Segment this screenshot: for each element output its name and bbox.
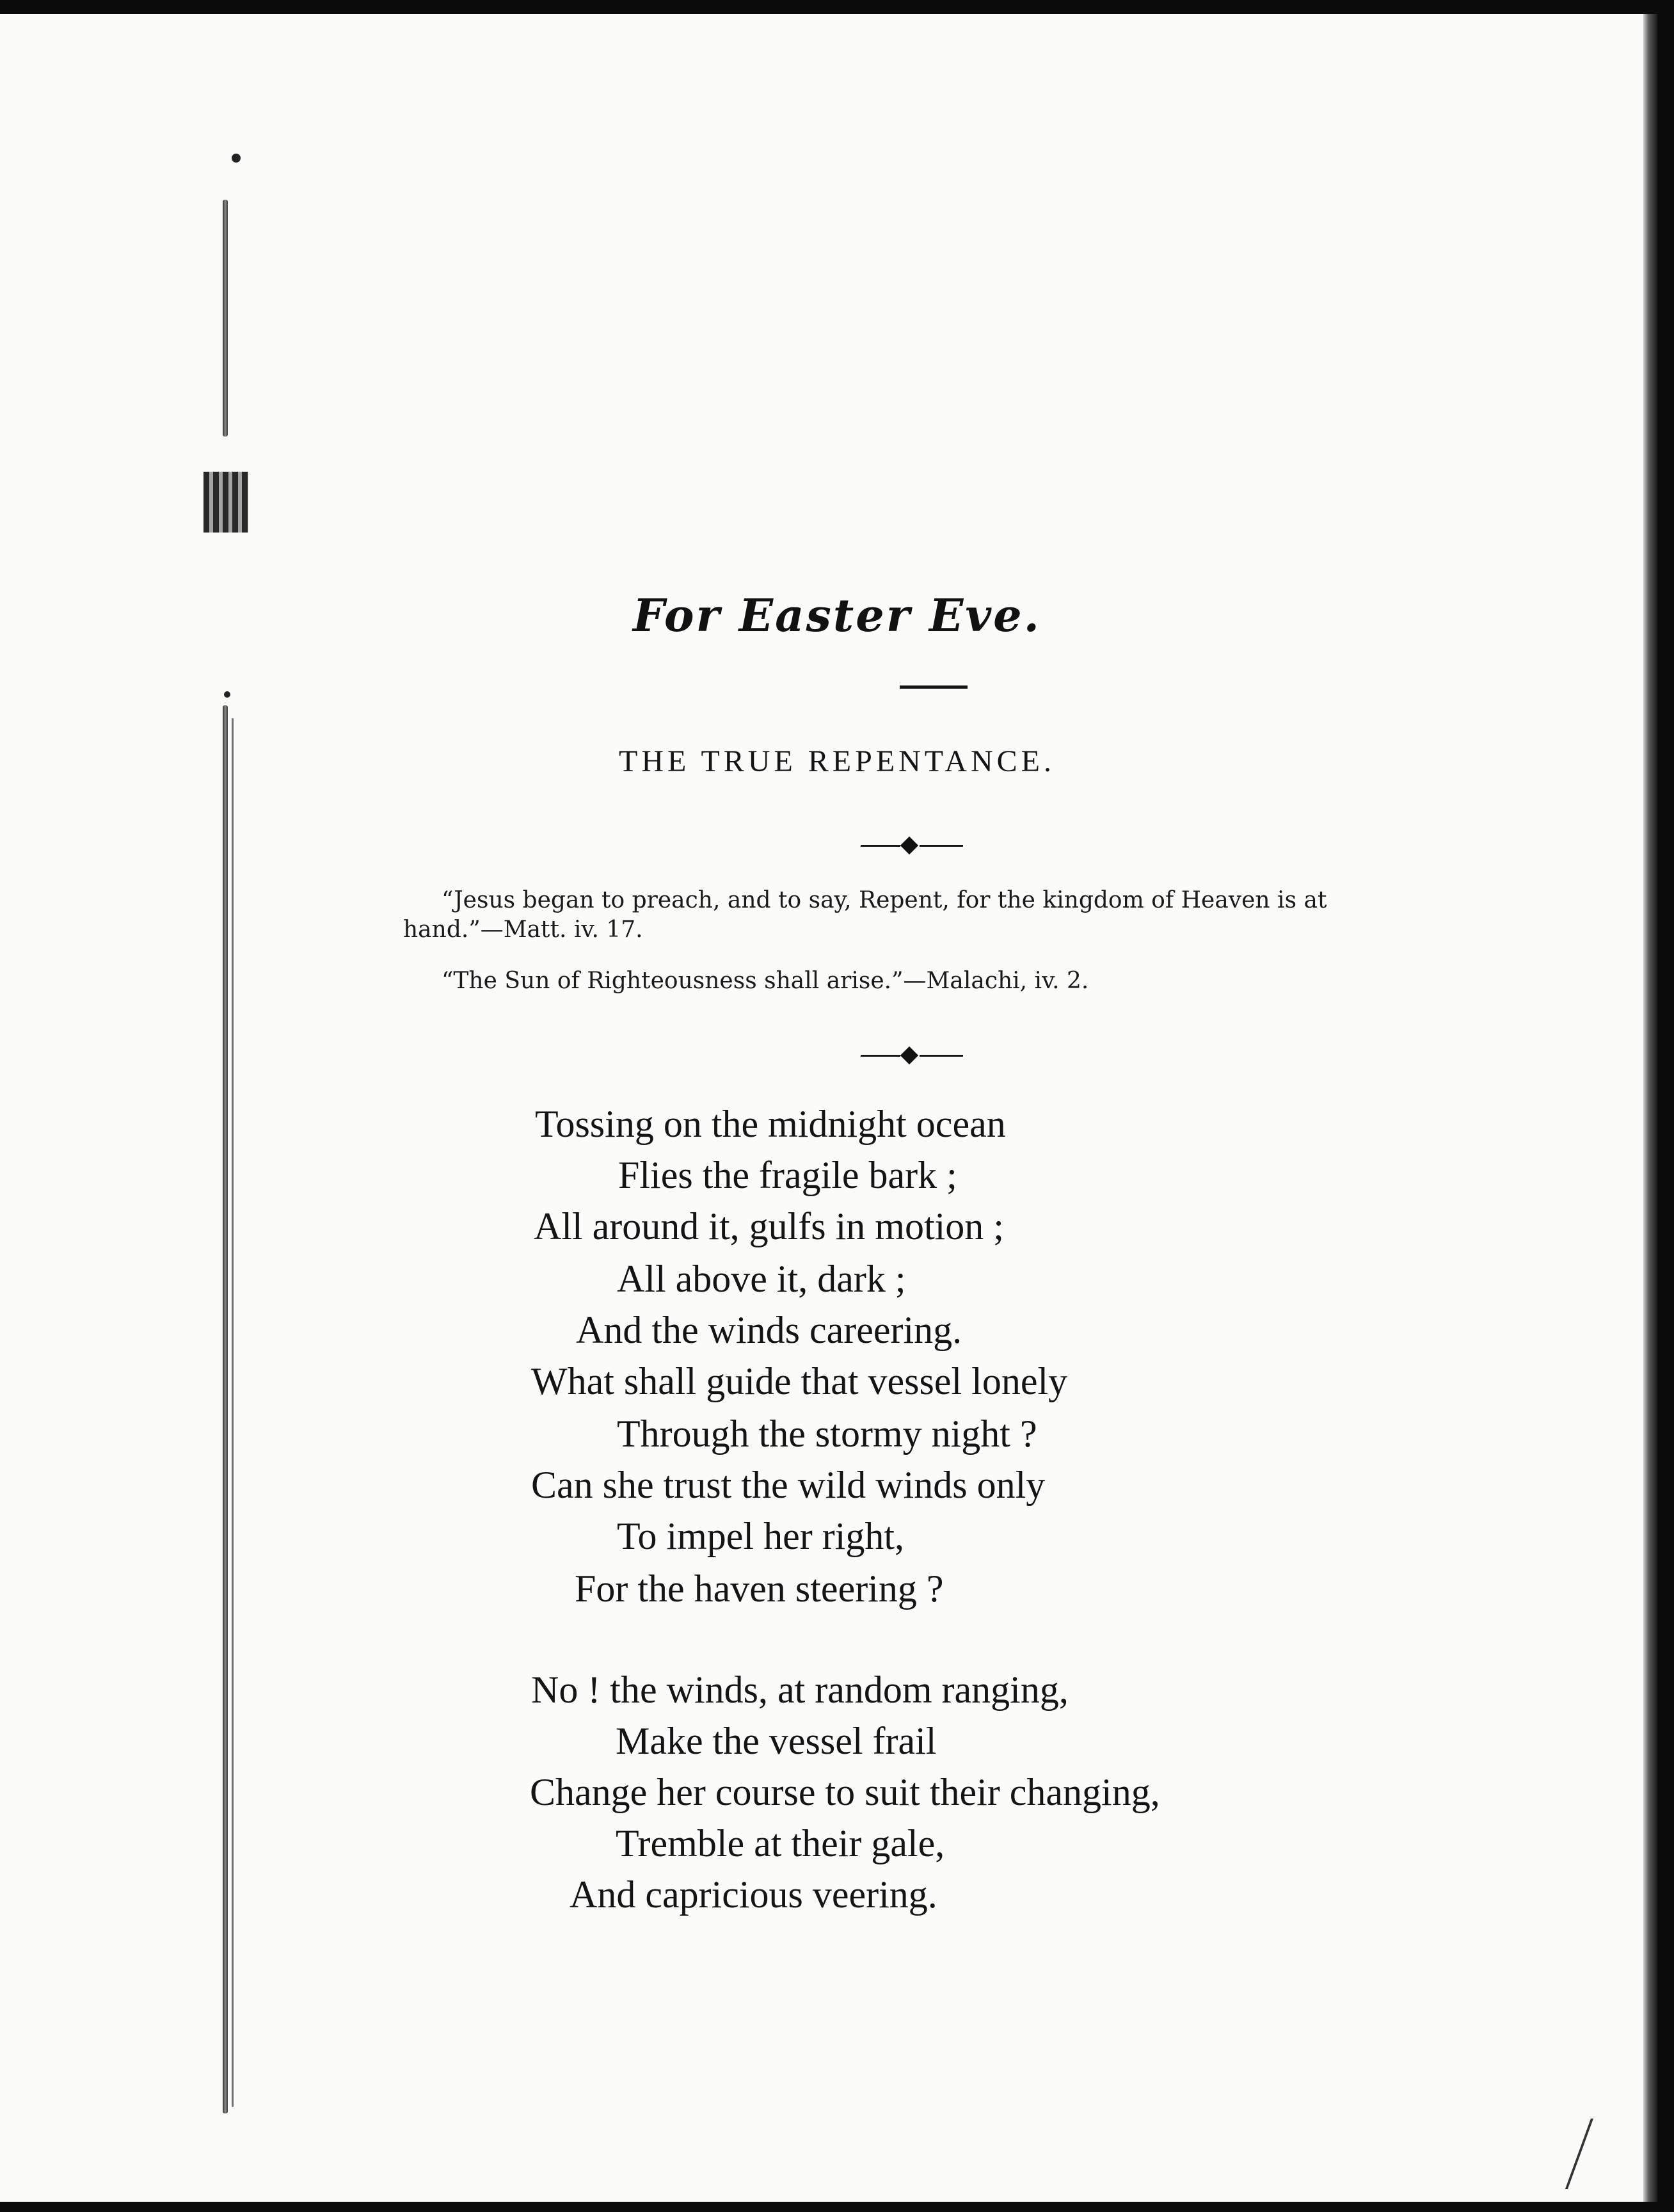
binding-inner-line [232, 718, 234, 2107]
poem-line: To impel her right, [617, 1515, 905, 1557]
poem-line: Tremble at their gale, [616, 1822, 945, 1864]
poem-title: THE TRUE REPENTANCE. [619, 744, 1055, 778]
poem-line: Through the stormy night ? [617, 1413, 1037, 1455]
poem-line: All around it, gulfs in motion ; [534, 1205, 1004, 1247]
speck-dot [224, 691, 230, 698]
heading-rule [900, 685, 968, 689]
poem-line: Tossing on the midnight ocean [535, 1103, 1006, 1145]
poem-line: No ! the winds, at random ranging, [531, 1669, 1069, 1711]
corner-mark [1565, 2119, 1651, 2189]
binding-edge-lower [223, 705, 228, 2113]
page-edge [1643, 14, 1657, 2202]
poem-line: For the haven steering ? [575, 1567, 944, 1610]
ornament-divider [861, 1043, 963, 1069]
binding-mark [203, 472, 248, 533]
epigraph-matthew: “Jesus began to preach, and to say, Repent, for the kingdom of Heaven is at hand.”—Matt. iv. 17. [403, 887, 1327, 943]
book-page [0, 14, 1657, 2202]
speck-dot [232, 154, 241, 163]
poem-line: And the winds careering. [576, 1309, 962, 1351]
page-heading: For Easter Eve. [633, 589, 1041, 642]
poem-line: What shall guide that vessel lonely [531, 1360, 1068, 1402]
poem-line: Make the vessel frail [616, 1720, 937, 1762]
poem-line: Can she trust the wild winds only [531, 1464, 1046, 1506]
epigraph-malachi: “The Sun of Righteousness shall arise.”—Malachi, iv. 2. [442, 968, 1089, 994]
binding-edge-upper [223, 200, 228, 437]
poem-line: All above it, dark ; [617, 1258, 906, 1300]
poem-line: Change her course to suit their changing, [530, 1771, 1160, 1813]
poem-line: Flies the fragile bark ; [618, 1154, 957, 1196]
poem-line: And capricious veering. [570, 1873, 937, 1916]
ornament-divider [861, 833, 963, 859]
